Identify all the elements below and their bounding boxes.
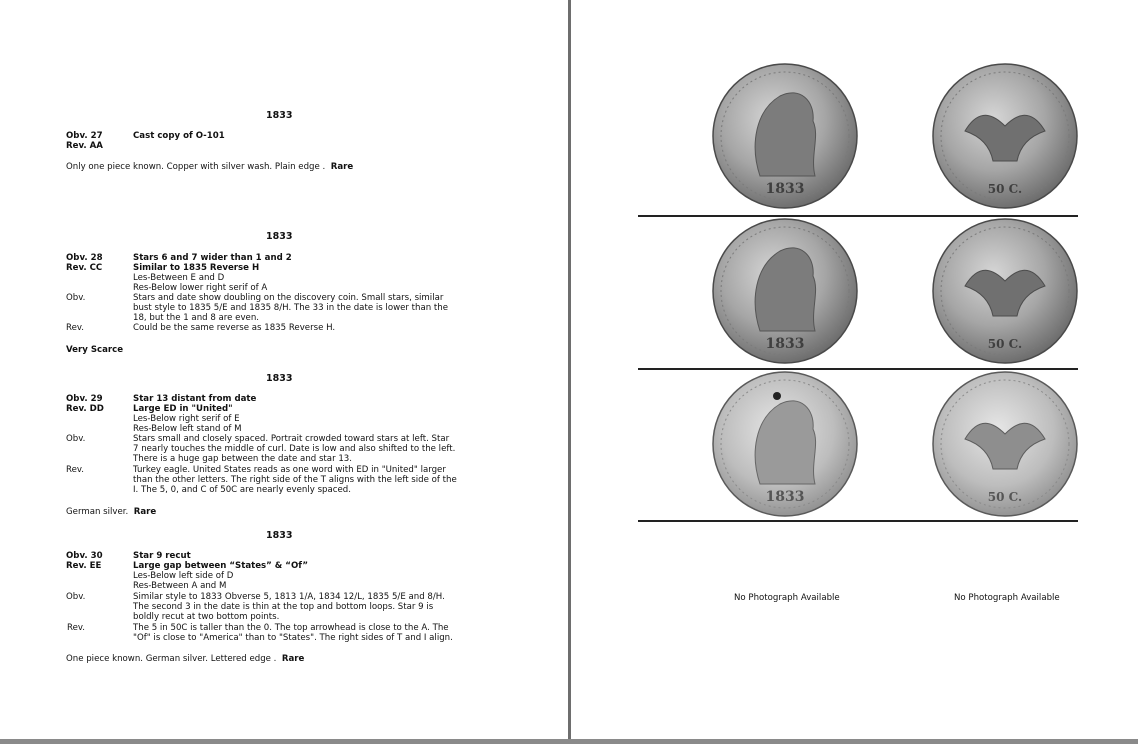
rarity-label: Rare	[330, 162, 354, 172]
bottom-bar	[0, 739, 1138, 744]
obverse-label: Obv. 28	[66, 253, 103, 263]
reverse-desc-label: Rev.	[66, 465, 85, 475]
coin-reverse	[933, 64, 1077, 208]
obverse-label: Obv. 27	[66, 131, 103, 141]
coin-plate	[571, 0, 1138, 739]
obverse-desc-line: bust style to 1835 5/E and 1835 8/H. The 33 in the date is lower than the	[133, 303, 449, 313]
reverse-desc-line: "Of" is close to "America" than to "States". The right sides of T and I align.	[133, 633, 453, 643]
coin-obverse	[713, 219, 857, 363]
obverse-desc-line: Similar style to 1833 Obverse 5, 1813 1/A, 1834 12/L, 1835 5/E and 8/H.	[133, 592, 445, 602]
reverse-label: Rev. EE	[66, 561, 102, 571]
reverse-label: Rev. AA	[66, 141, 103, 151]
reverse-desc-line: than the other letters. The right side of the T aligns with the left side of the	[133, 475, 457, 485]
note-text: German silver.	[66, 507, 129, 517]
rarity-label: Rare	[133, 507, 157, 517]
coin-obverse	[713, 372, 857, 516]
obverse-title: Cast copy of O-101	[133, 131, 225, 141]
reverse-label: Rev. CC	[66, 263, 103, 273]
entry-year: 1833	[266, 530, 293, 541]
obverse-label: Obv. 30	[66, 551, 103, 561]
obverse-date: 1833	[765, 336, 805, 352]
les-text: Les-Below right serif of E	[133, 414, 240, 424]
res-text: Res-Below left stand of M	[133, 424, 242, 434]
entry-year: 1833	[266, 110, 293, 121]
hole-mark	[773, 392, 781, 400]
obverse-desc-line: Stars and date show doubling on the discovery coin. Small stars, similar	[133, 293, 444, 303]
plate-rule	[638, 215, 1078, 217]
reverse-title: Similar to 1835 Reverse H	[133, 263, 260, 273]
reverse-denomination: 50 C.	[987, 337, 1023, 351]
obverse-title: Star 9 recut	[133, 551, 191, 561]
no-photo-reverse: No Photograph Available	[954, 593, 1060, 603]
obverse-desc-line: Stars small and closely spaced. Portrait crowded toward stars at left. Star	[133, 434, 450, 444]
reverse-denomination: 50 C.	[987, 182, 1023, 196]
entry-year: 1833	[266, 373, 293, 384]
obverse-desc-label: Obv.	[66, 592, 86, 602]
reverse-desc-line: Could be the same reverse as 1835 Reverse H.	[133, 323, 336, 333]
obverse-desc-label: Obv.	[66, 434, 86, 444]
reverse-title: Large gap between “States” & “Of”	[133, 561, 308, 571]
plate-rule	[638, 520, 1078, 522]
rarity-label: Rare	[281, 654, 305, 664]
obverse-desc-label: Obv.	[66, 293, 86, 303]
reverse-desc-label: Rev.	[67, 623, 86, 633]
reverse-denomination: 50 C.	[987, 490, 1023, 504]
right-page	[571, 0, 1138, 739]
entry-note	[66, 162, 353, 172]
reverse-title: Large ED in "United"	[133, 404, 233, 414]
no-photo-obverse: No Photograph Available	[734, 593, 840, 603]
obverse-desc-line: 7 nearly touches the middle of curl. Date is low and also shifted to the left.	[133, 444, 456, 454]
obverse-label: Obv. 29	[66, 394, 103, 404]
obverse-date: 1833	[765, 489, 805, 505]
entry-note	[66, 654, 304, 664]
note-text: One piece known. German silver. Lettered edge .	[66, 654, 277, 664]
reverse-desc-line: The 5 in 50C is taller than the 0. The top arrowhead is close to the A. The	[133, 623, 449, 633]
reverse-desc-label: Rev.	[66, 323, 85, 333]
res-text: Res-Between A and M	[133, 581, 227, 591]
coin-reverse	[933, 219, 1077, 363]
obverse-date: 1833	[765, 181, 805, 197]
res-text: Res-Below lower right serif of A	[133, 283, 268, 293]
les-text: Les-Below left side of D	[133, 571, 234, 581]
reverse-label: Rev. DD	[66, 404, 104, 414]
obverse-title: Star 13 distant from date	[133, 394, 257, 404]
obverse-desc-line: boldly recut at two bottom points.	[133, 612, 280, 622]
coin-obverse	[713, 64, 857, 208]
entry-year: 1833	[266, 231, 293, 242]
reverse-desc-line: I. The 5, 0, and C of 50C are nearly evenly spaced.	[133, 485, 351, 495]
obverse-desc-line: The second 3 in the date is thin at the top and bottom loops. Star 9 is	[133, 602, 434, 612]
reverse-desc-line: Turkey eagle. United States reads as one word with ED in "United" larger	[133, 465, 446, 475]
obverse-desc-line: 18, but the 1 and 8 are even.	[133, 313, 260, 323]
left-page	[0, 0, 568, 739]
obverse-desc-line: There is a huge gap between the date and star 13.	[133, 454, 352, 464]
note-text: Only one piece known. Copper with silver wash. Plain edge .	[66, 162, 326, 172]
coin-reverse	[933, 372, 1077, 516]
les-text: Les-Between E and D	[133, 273, 225, 283]
entry-note	[66, 507, 156, 517]
rarity-label: Very Scarce	[66, 345, 124, 355]
obverse-title: Stars 6 and 7 wider than 1 and 2	[133, 253, 292, 263]
plate-rule	[638, 368, 1078, 370]
